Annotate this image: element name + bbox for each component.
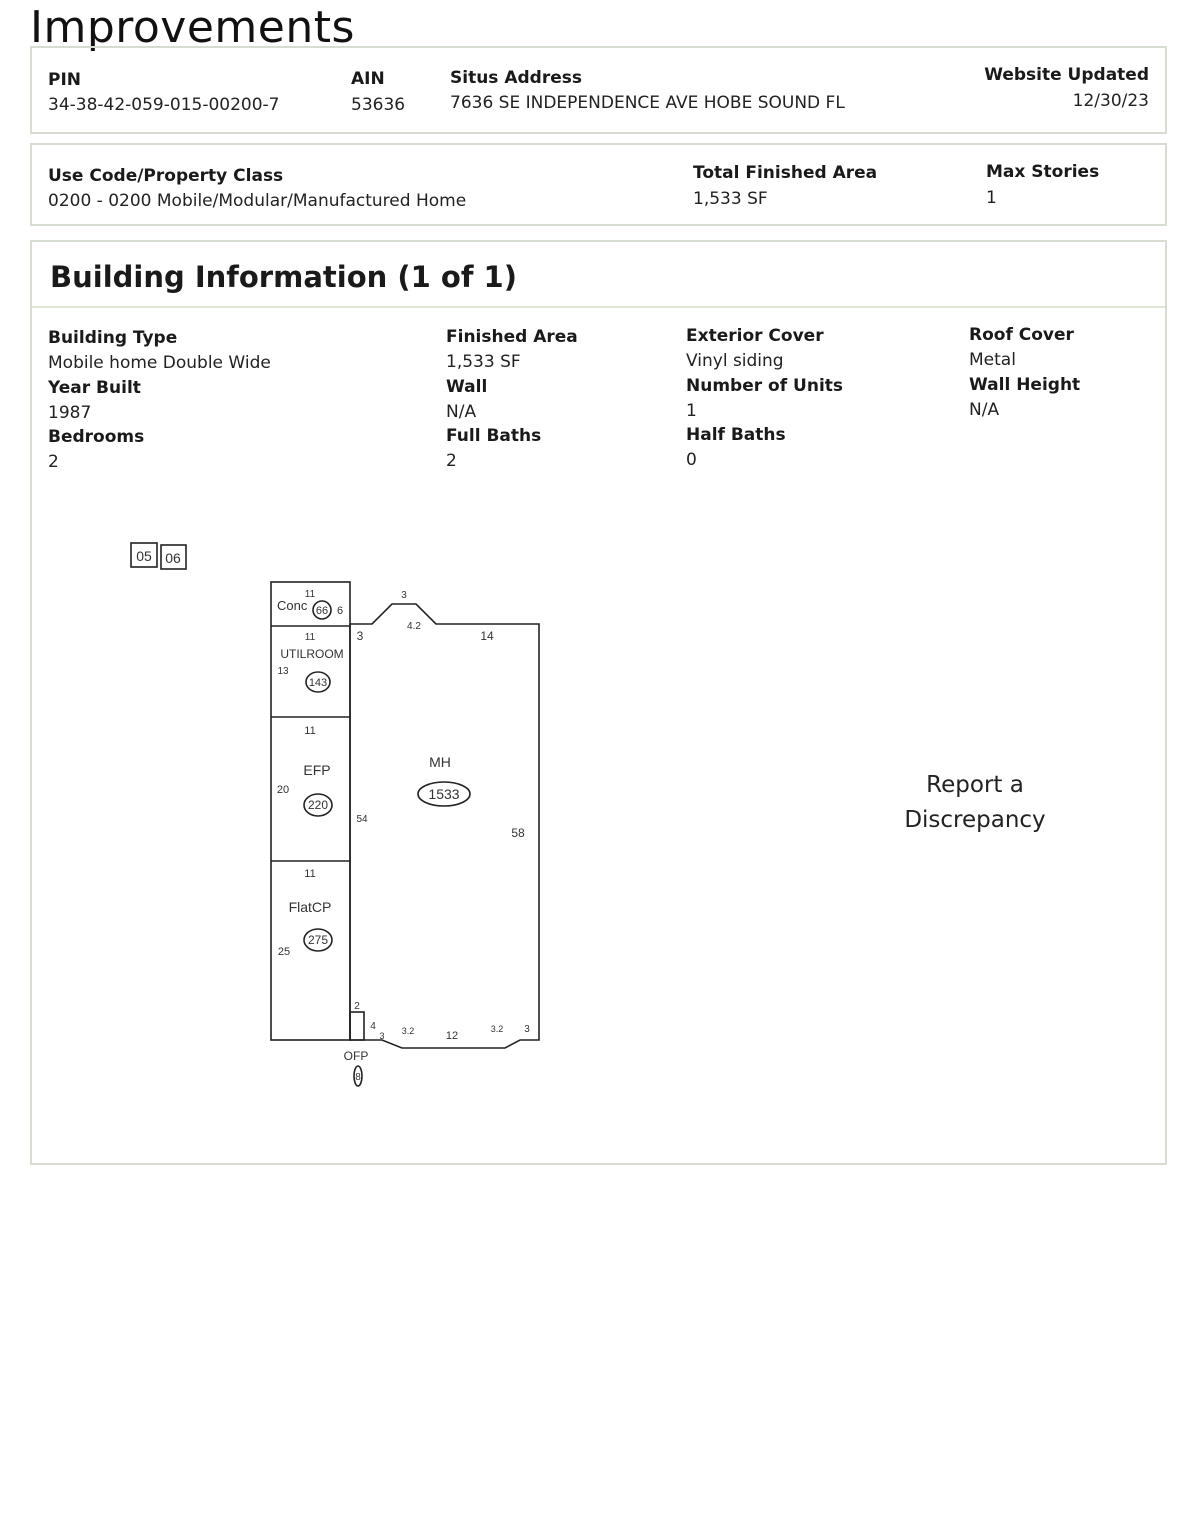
sketch-ofp-box [350, 1012, 364, 1040]
exterior-cover-value: Vinyl siding [686, 351, 784, 371]
dim-conc-top: 11 [304, 589, 316, 600]
use-code-value: 0200 - 0200 Mobile/Modular/Manufactured Home [48, 191, 467, 211]
report-discrepancy-line2: Discrepancy [904, 807, 1046, 833]
building-type-label: Building Type [48, 328, 178, 348]
area-ofp-name: OFP [343, 1049, 369, 1063]
pin-value: 34-38-42-059-015-00200-7 [48, 95, 280, 115]
wall-label: Wall [446, 377, 488, 397]
ain-value: 53636 [351, 95, 406, 115]
total-finished-area-label: Total Finished Area [693, 163, 878, 183]
dim-bottom-b: 3.2 [401, 1026, 415, 1036]
sketch-tag-06: 06 [165, 550, 181, 566]
page-title: Improvements [30, 2, 355, 53]
area-efp-name: EFP [303, 762, 331, 778]
situs-address-label: Situs Address [450, 68, 582, 88]
dim-bottom-c: 12 [445, 1030, 459, 1042]
year-built-label: Year Built [48, 378, 141, 398]
dim-efp-top: 11 [304, 725, 316, 737]
dim-bottom-e: 3 [524, 1024, 530, 1035]
max-stories-label: Max Stories [986, 162, 1100, 182]
roof-cover-value: Metal [969, 350, 1016, 370]
half-baths-label: Half Baths [686, 425, 786, 445]
ain-label: AIN [351, 69, 385, 89]
area-conc-name: Conc [277, 598, 308, 613]
use-code-label: Use Code/Property Class [48, 166, 284, 186]
dim-mh-bump-top: 3 [401, 590, 407, 601]
building-type-value: Mobile home Double Wide [48, 353, 271, 373]
area-flatcp-name: FlatCP [288, 899, 332, 915]
report-discrepancy-link[interactable] [880, 768, 1070, 838]
area-ofp-value: 8 [355, 1072, 361, 1083]
half-baths-value: 0 [686, 450, 697, 470]
finished-area-label: Finished Area [446, 327, 578, 347]
dim-mh-bump-side: 4.2 [407, 621, 421, 632]
roof-cover-label: Roof Cover [969, 325, 1074, 345]
dim-efp-side: 20 [276, 784, 290, 796]
dim-ofp-side: 4 [370, 1021, 376, 1032]
number-of-units-value: 1 [686, 401, 697, 421]
dim-bottom-a: 3 [379, 1031, 385, 1041]
dim-mh-top-right: 14 [480, 629, 494, 643]
report-discrepancy-line1: Report a [926, 772, 1024, 798]
total-finished-area-value: 1,533 SF [693, 189, 768, 209]
dim-mh-right: 58 [511, 826, 525, 840]
area-flatcp-value: 275 [307, 933, 329, 947]
area-utilroom-name: UTILROOM [280, 647, 344, 661]
dim-conc-side: 6 [336, 605, 344, 617]
max-stories-value: 1 [986, 188, 997, 208]
dim-util-side: 13 [277, 666, 289, 677]
dim-mh-left: 54 [356, 814, 368, 825]
website-updated-value: 12/30/23 [1072, 91, 1149, 111]
building-information-title: Building Information (1 of 1) [50, 260, 517, 294]
dim-bottom-d: 3.2 [490, 1024, 504, 1034]
year-built-value: 1987 [48, 403, 92, 423]
sketch-tag-05: 05 [136, 548, 152, 564]
website-updated-label: Website Updated [984, 65, 1149, 85]
pin-label: PIN [48, 70, 82, 90]
dim-flatcp-side: 25 [277, 946, 291, 958]
wall-height-label: Wall Height [969, 375, 1081, 395]
area-conc-value: 66 [315, 605, 329, 617]
area-efp-value: 220 [307, 798, 329, 812]
full-baths-value: 2 [446, 451, 457, 471]
bedrooms-value: 2 [48, 452, 59, 472]
area-mh-value: 1533 [428, 786, 460, 802]
wall-value: N/A [446, 402, 477, 422]
exterior-cover-label: Exterior Cover [686, 326, 824, 346]
area-mh-name: MH [429, 754, 451, 770]
wall-height-value: N/A [969, 400, 1000, 420]
situs-address-value: 7636 SE INDEPENDENCE AVE HOBE SOUND FL [450, 93, 845, 113]
full-baths-label: Full Baths [446, 426, 542, 446]
number-of-units-label: Number of Units [686, 376, 844, 396]
area-utilroom-value: 143 [308, 677, 328, 689]
dim-mh-left-top: 3 [356, 629, 364, 643]
finished-area-value: 1,533 SF [446, 352, 521, 372]
bedrooms-label: Bedrooms [48, 427, 145, 447]
dim-util-top: 11 [304, 632, 316, 643]
dim-ofp-top: 2 [354, 1001, 360, 1012]
dim-flatcp-top: 11 [304, 868, 316, 880]
